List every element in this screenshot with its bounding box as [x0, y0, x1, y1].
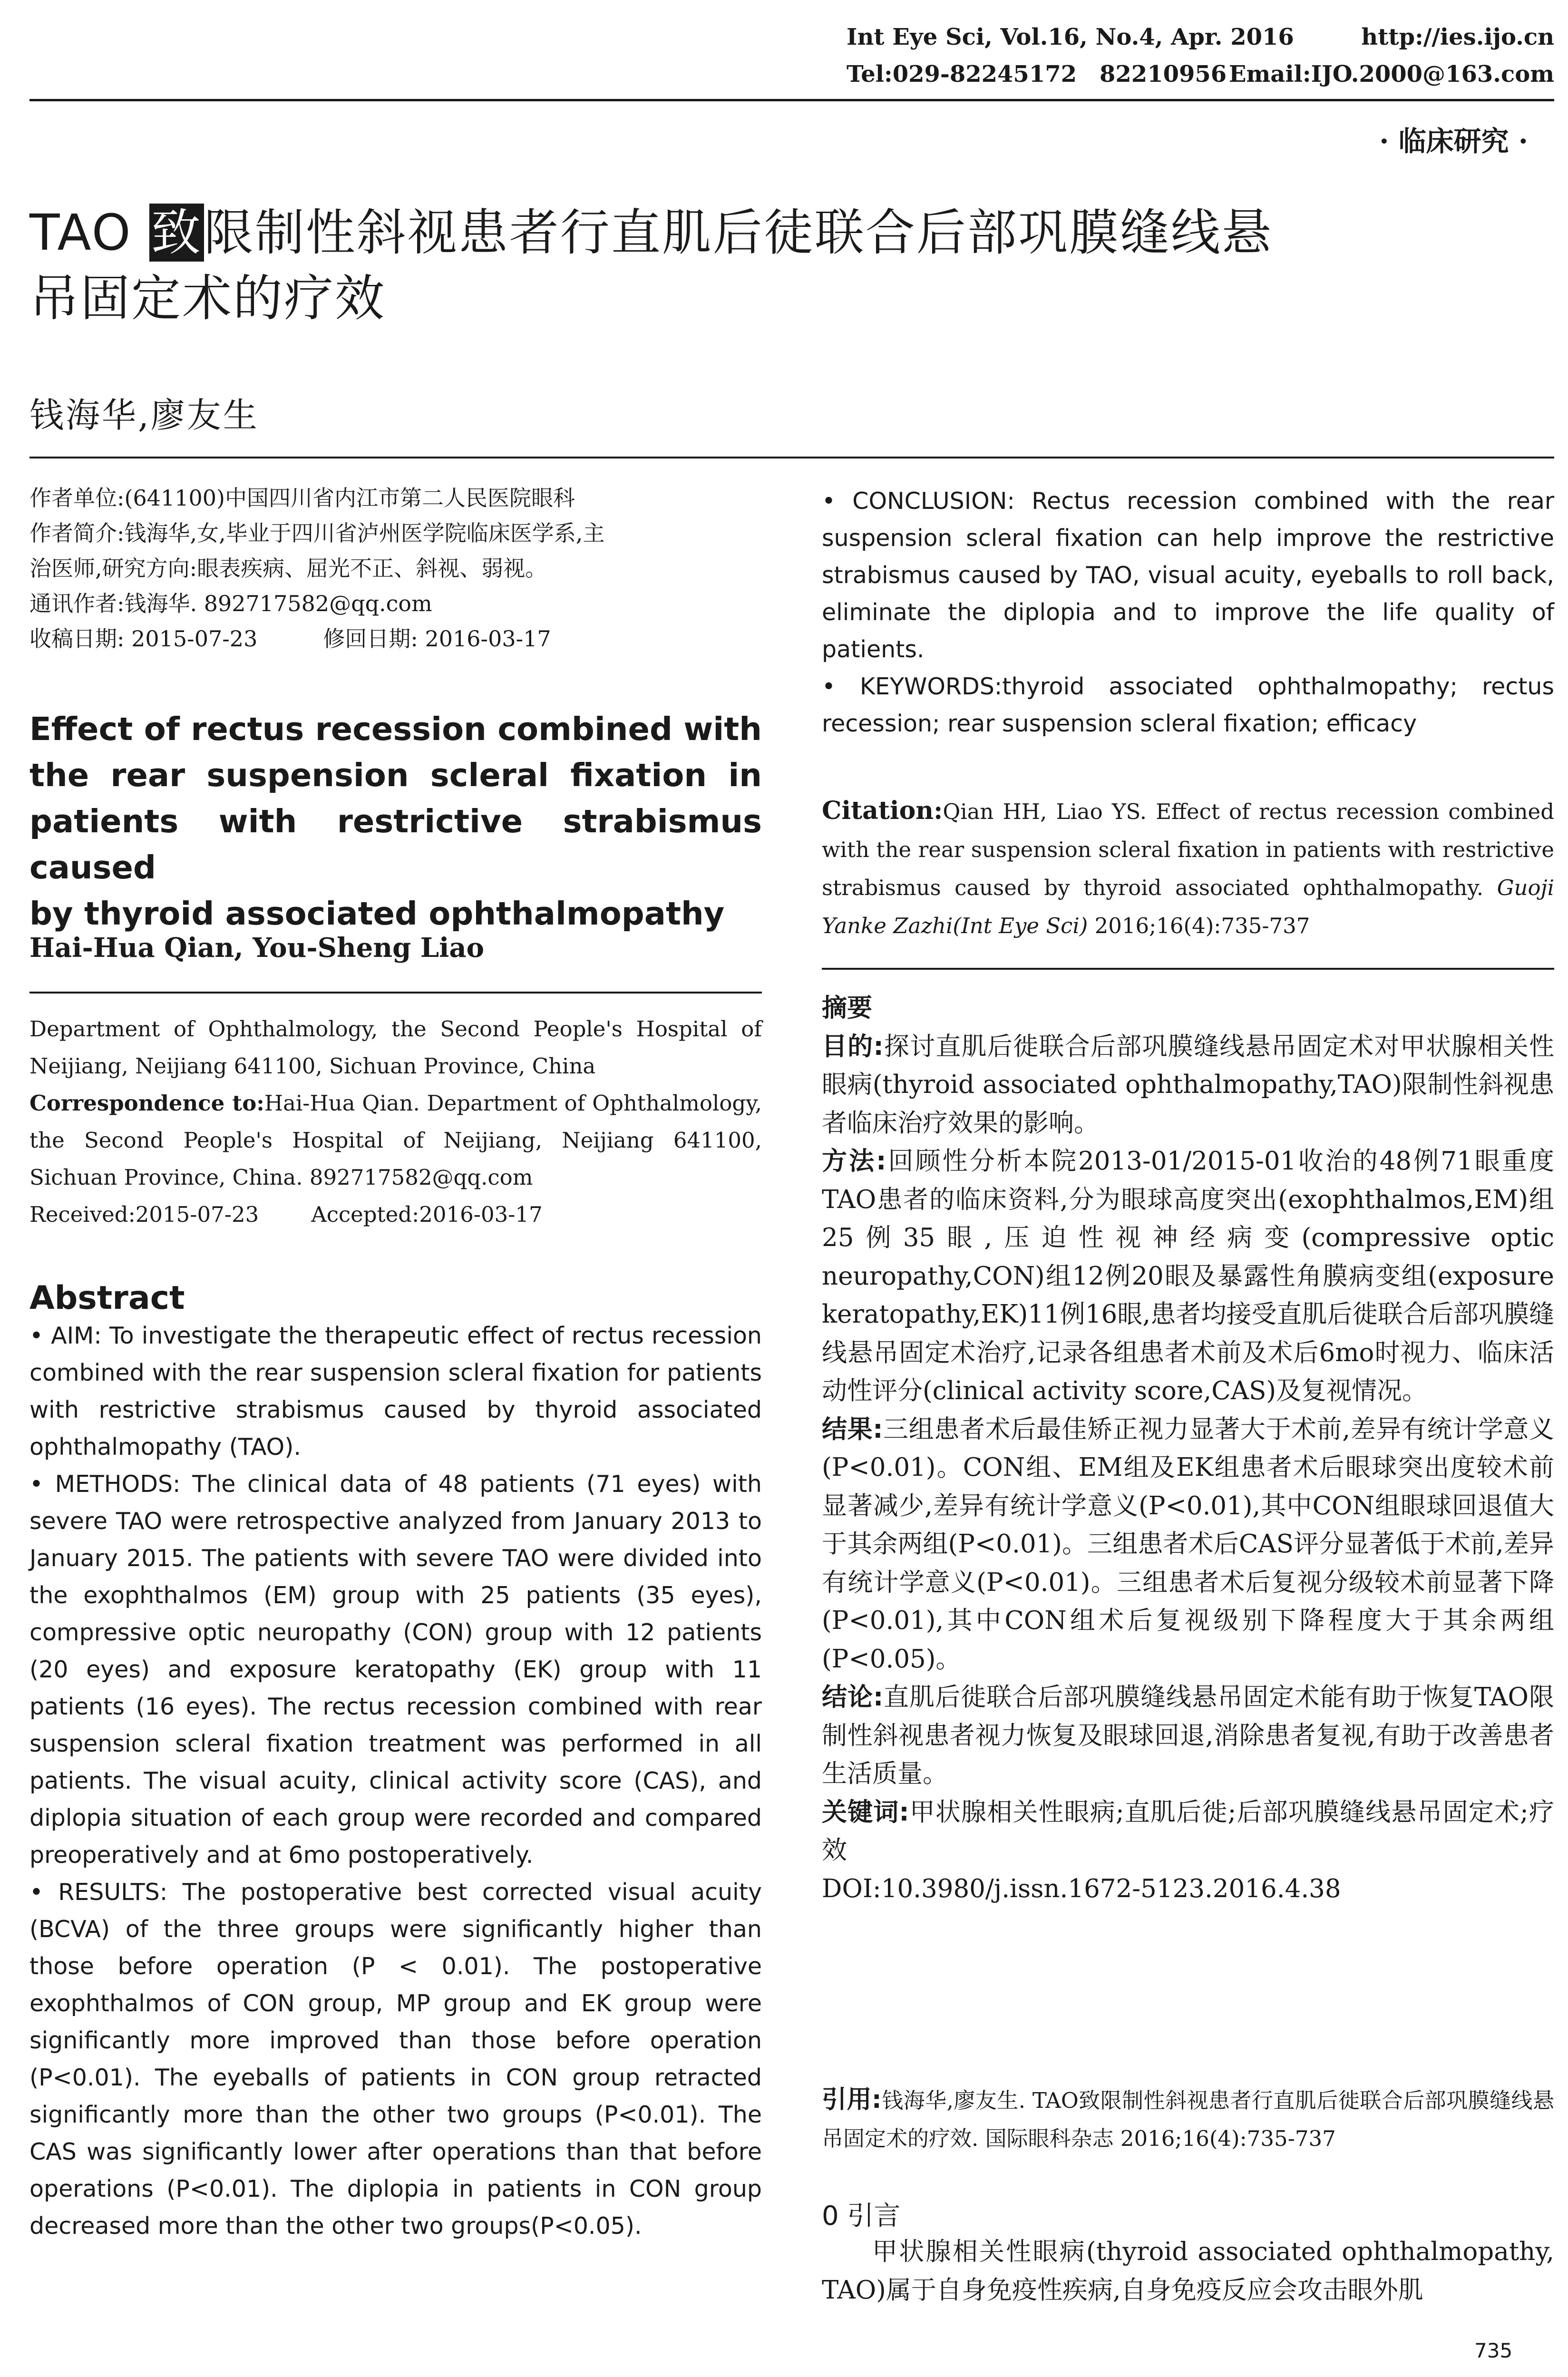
authors-zh: 钱海华,廖友生 — [29, 395, 259, 435]
abstract-zh-methods — [822, 1142, 1554, 1411]
title-zh-line1-rest: 限制性斜视患者行直肌后徒联合后部巩膜缝线悬 — [204, 204, 1273, 262]
abstract-aim: • AIM: To investigate the therapeutic effect of rectus recession combined with the rear suspension scleral fixation for patients with restrictive strabismus caused by thyroid associated ophthalmopathy (TAO). — [29, 1322, 762, 1461]
citation-zh-text: 钱海华,廖友生. TAO致限制性斜视患者行直肌后徙联合后部巩膜缝线悬吊固定术的疗效. 国际眼科杂志 2016;16(4):735-737 — [822, 2088, 1555, 2151]
intro-heading: 0 引言 — [822, 2201, 901, 2231]
author-info-zh — [29, 480, 762, 656]
abstract-heading: Abstract — [29, 1279, 185, 1317]
journal-url: http://ies.ijo.cn — [1361, 24, 1554, 50]
title-zh-prefix: TAO — [29, 204, 132, 262]
citation-journal: Guoji Yanke Zazhi(Int Eye Sci) — [822, 875, 1554, 938]
journal-header-line1 — [847, 20, 1554, 54]
abstract-zh-keywords-label: 关键词: — [822, 1797, 909, 1827]
title-zh — [29, 200, 1554, 331]
abstract-zh-results-text: 三组患者术后最佳矫正视力显著大于术前,差异有统计学意义(P<0.01)。CON组、EM组及EK组患者术后眼球突出度较术前显著减少,差异有统计学意义(P<0.01),其中CON组眼球回退值大于其余两组(P<0.01)。三组患者术后CAS评分显著低于术前,差异有统计学意义(P<0.01)。三组患者术后复视分级较术前显著下降(P<0.01),其中CON组术后复视级别下降程度大于其余两组(P<0.05)。 — [822, 1414, 1554, 1674]
authors-rule — [29, 992, 762, 994]
title-zh-highlight: 致 — [149, 204, 204, 262]
abstract-keywords: • KEYWORDS:thyroid associated ophthalmopathy; rectus recession; rear suspension scleral fixation; efficacy — [822, 673, 1554, 737]
abstract-zh — [822, 989, 1554, 1908]
correspondence-label: Correspondence to: — [29, 1091, 264, 1116]
journal-citation: Int Eye Sci, Vol.16, No.4, Apr. 2016 — [847, 24, 1294, 50]
abstract-zh-aim — [822, 1028, 1554, 1143]
correspondence-text: Hai-Hua Qian. Department of Ophthalmology, the Second People's Hospital of Neijiang, Neijiang 641100, Sichuan Province, China. 892717582@qq.com — [29, 1091, 762, 1190]
title-en — [29, 706, 762, 937]
header-rule — [29, 99, 1554, 101]
abstract-zh-methods-text: 回顾性分析本院2013-01/2015-01收治的48例71眼重度TAO患者的临床资料,分为眼球高度突出(exophthalmos,EM)组25例35眼,压迫性视神经病变(compressive optic neuropathy,CON)组12例20眼及暴露性角膜病变组(exposure keratopathy,EK)11例16眼,患者均接受直肌后徙联合后部巩膜缝线悬吊固定术治疗,记录各组患者术前及术后6mo时视力、临床活动性评分(clinical activity score,CAS)及复视情况。 — [822, 1147, 1554, 1405]
abstract-zh-conclusion-label: 结论: — [822, 1683, 884, 1712]
title-en-line2: the rear suspension scleral fixation in — [29, 757, 762, 794]
abstract-zh-aim-label: 目的: — [822, 1032, 884, 1061]
citation-en — [822, 792, 1554, 945]
abstract-zh-heading: 摘要 — [822, 994, 872, 1023]
dates-en — [29, 1196, 762, 1233]
author-bio-zh-2: 治医师,研究方向:眼表疾病、屈光不正、斜视、弱视。 — [29, 555, 547, 581]
author-affiliation-zh: 作者单位:(641100)中国四川省内江市第二人民医院眼科 — [29, 485, 575, 511]
abstract-zh-methods-label: 方法: — [822, 1147, 886, 1176]
abstract-zh-conclusion — [822, 1678, 1554, 1793]
intro-text: 甲状腺相关性眼病(thyroid associated ophthalmopathy, TAO)属于自身免疫性疾病,自身免疫反应会攻击眼外肌 — [822, 2237, 1554, 2305]
abstract-zh-aim-text: 探讨直肌后徙联合后部巩膜缝线悬吊固定术对甲状腺相关性眼病(thyroid associated ophthalmopathy,TAO)限制性斜视患者临床治疗效果的影响。 — [822, 1032, 1554, 1138]
title-en-line1: Effect of rectus recession combined with — [29, 711, 762, 748]
abstract-zh-conclusion-text: 直肌后徙联合后部巩膜缝线悬吊固定术能有助于恢复TAO限制性斜视患者视力恢复及眼球回退,消除患者复视,有助于改善患者生活质量。 — [822, 1683, 1554, 1788]
corresponding-author-zh: 通讯作者:钱海华. 892717582@qq.com — [29, 591, 432, 616]
journal-header-line2 — [847, 57, 1554, 91]
journal-email: Email:IJO.2000@163.com — [1228, 61, 1554, 88]
title-zh-line1 — [29, 200, 1554, 265]
citation-text: Qian HH, Liao YS. Effect of rectus recession combined with the rear suspension scleral fixation in patients with restrictive strabismus caused by thyroid associated ophthalmopathy. — [822, 799, 1554, 900]
author-bio-zh-1: 作者简介:钱海华,女,毕业于四川省泸州医学院临床医学系,主 — [29, 520, 605, 546]
title-rule — [29, 457, 1554, 458]
journal-phone: Tel:029-82245172 82210956 — [847, 61, 1227, 88]
section-label: · 临床研究 · — [1379, 125, 1528, 157]
abstract-zh-results-label: 结果: — [822, 1414, 883, 1444]
abstract-conclusion: • CONCLUSION: Rectus recession combined with the rear suspension scleral fixation can help improve the restrictive strabismus caused by TAO, visual acuity, eyeballs to roll back, eliminate the diplopia and to improve the life quality of patients. — [822, 487, 1554, 663]
citation-label: Citation: — [822, 796, 943, 825]
abstract-en-body — [29, 1317, 762, 2245]
title-zh-line2: 吊固定术的疗效 — [29, 269, 386, 327]
received-date: Received:2015-07-23 — [29, 1202, 259, 1227]
dates-zh: 收稿日期: 2015-07-23 修回日期: 2016-03-17 — [29, 626, 551, 652]
page-number: 735 — [1474, 2339, 1513, 2362]
title-en-line4: by thyroid associated ophthalmopathy — [29, 895, 725, 932]
abstract-zh-keywords — [822, 1793, 1554, 1870]
abstract-en-continued — [822, 483, 1554, 742]
accepted-date: Accepted:2016-03-17 — [311, 1202, 543, 1227]
abstract-zh-results — [822, 1411, 1554, 1679]
abstract-methods: • METHODS: The clinical data of 48 patients (71 eyes) with severe TAO were retrospective analyzed from January 2013 to January 2015. The patients with severe TAO were divided into the exophthalmos (EM) group with 25 patients (35 eyes), compressive optic neuropathy (CON) group with 12 patients (20 eyes) and exposure keratopathy (EK) group with 11 patients (16 eyes). The rectus recession combined with rear suspension scleral fixation treatment was performed in all patients. The visual acuity, clinical activity score (CAS), and diplopia situation of each group were recorded and compared preoperatively and at 6mo postoperatively. — [29, 1471, 762, 1869]
doi: DOI:10.3980/j.issn.1672-5123.2016.4.38 — [822, 1874, 1341, 1903]
abstract-zh-keywords-text: 甲状腺相关性眼病;直肌后徙;后部巩膜缝线悬吊固定术;疗效 — [822, 1797, 1554, 1865]
department-en: Department of Ophthalmology, the Second People's Hospital of Neijiang, Neijiang 641100, Sichuan Province, China — [29, 1016, 762, 1079]
correspondence-en — [29, 1085, 762, 1196]
title-en-line3: patients with restrictive strabismus caused — [29, 803, 762, 886]
citation-ref: 2016;16(4):735-737 — [1088, 913, 1310, 938]
citation-zh-label: 引用: — [822, 2085, 882, 2114]
affiliation-en — [29, 1011, 762, 1233]
abstract-results: • RESULTS: The postoperative best corrected visual acuity (BCVA) of the three groups were significantly higher than those before operation (P < 0.01). The postoperative exophthalmos of CON group, MP group and EK group were significantly more improved than those before operation (P<0.01). The eyeballs of patients in CON group retracted significantly more than the other two groups (P<0.01). The CAS was significantly lower after operations than that before operations (P<0.01). The diplopia in patients in CON group decreased more than the other two groups(P<0.05). — [29, 1879, 762, 2240]
citation-rule — [822, 968, 1554, 970]
authors-en: Hai-Hua Qian, You-Sheng Liao — [29, 932, 485, 964]
citation-zh — [822, 2081, 1554, 2158]
